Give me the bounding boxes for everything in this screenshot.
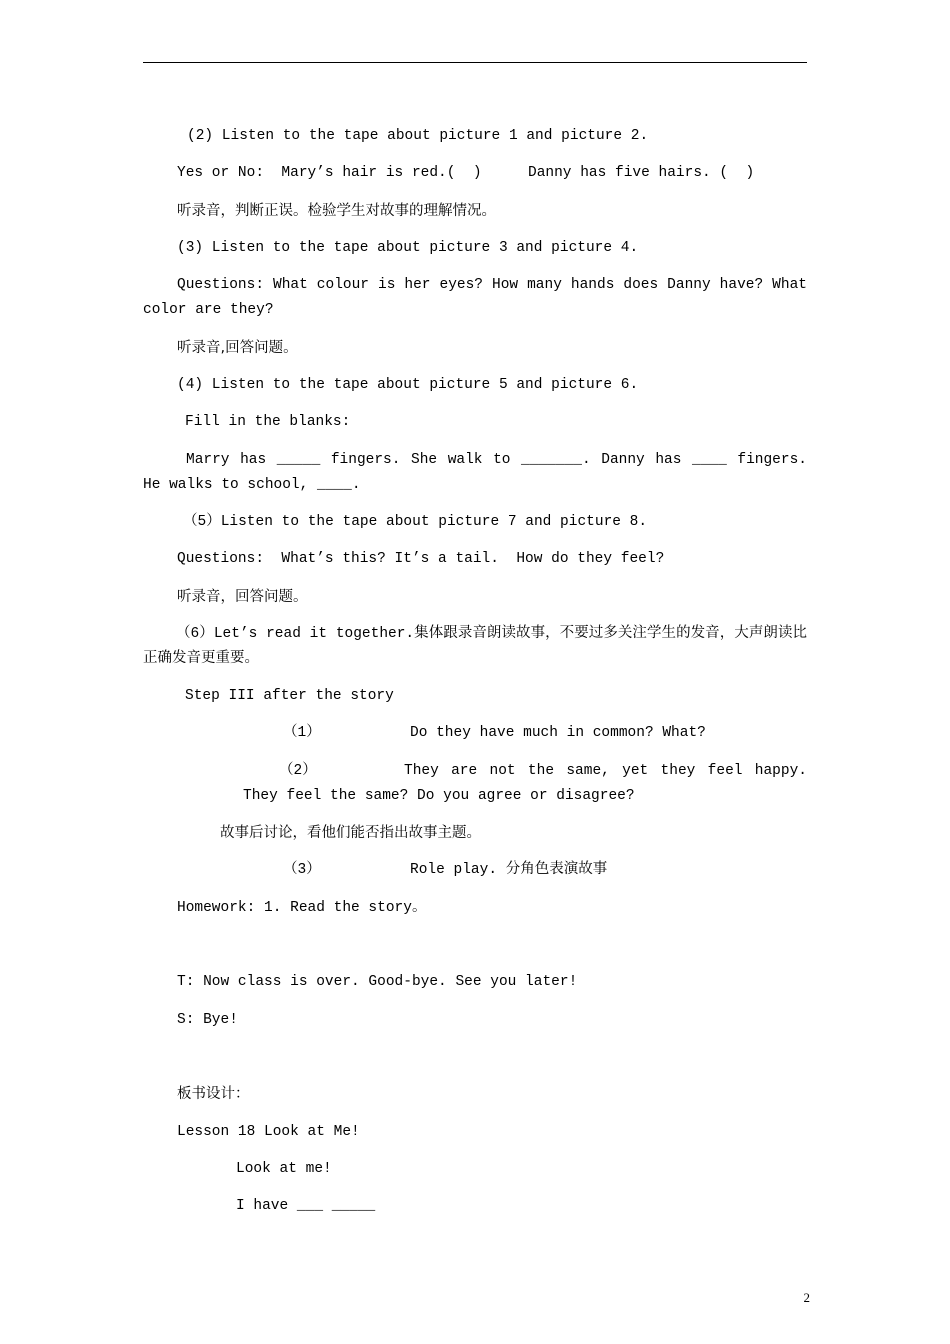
text-line: Do they have much in common? What? [410,725,706,741]
text-paragraph: They are not the same, yet they feel happy. They feel the same? Do you agree or disagree? [243,763,807,804]
list-number: （1） [283,725,321,741]
text-line: (2) Listen to the tape about picture 1 and picture 2. [187,128,649,144]
text-line: 板书设计： [177,1086,250,1102]
text-line: I have ___ _____ [236,1198,376,1214]
text-paragraph: Marry has _____ fingers. She walk to _______. Danny has ____ fingers. He walks to school, ____. [143,452,807,493]
text-paragraph: Questions: What colour is her eyes? How many hands does Danny have? What color are they? [143,277,807,318]
text-line: Fill in the blanks: [185,414,351,430]
list-number: （2） [279,763,317,779]
text-line: 听录音,回答问题。 [177,340,298,356]
text-line: T: Now class is over. Good-bye. See you later! [177,974,578,990]
text-line: Step III after the story [185,688,394,704]
page-number: 2 [803,1290,810,1305]
text-line: Danny has five hairs. ( ) [528,165,755,181]
text-line: S: Bye! [177,1012,238,1028]
text-paragraph: （6）Let’s read it together.集体跟录音朗读故事，不要过多关注学生的发音，大声朗读比正确发音更重要。 [143,626,807,667]
text-line: (3) Listen to the tape about picture 3 and picture 4. [177,240,639,256]
text-line: Role play. 分角色表演故事 [410,862,608,878]
list-number: （3） [283,862,321,878]
text-line: Homework: 1. Read the story。 [177,900,427,916]
text-line: 听录音，回答问题。 [177,589,308,605]
text-line: 听录音，判断正误。检验学生对故事的理解情况。 [177,203,496,219]
text-line: Look at me! [236,1161,332,1177]
text-line: 故事后讨论，看他们能否指出故事主题。 [220,825,481,841]
text-line: （5）Listen to the tape about picture 7 and picture 8. [183,514,648,530]
text-line: (4) Listen to the tape about picture 5 and picture 6. [177,377,639,393]
text-line: Lesson 18 Look at Me! [177,1124,360,1140]
header-rule [143,62,807,63]
text-line: Yes or No: Mary’s hair is red.( ) [177,165,482,181]
text-line: Questions: What’s this? It’s a tail. How do they feel? [177,551,665,567]
